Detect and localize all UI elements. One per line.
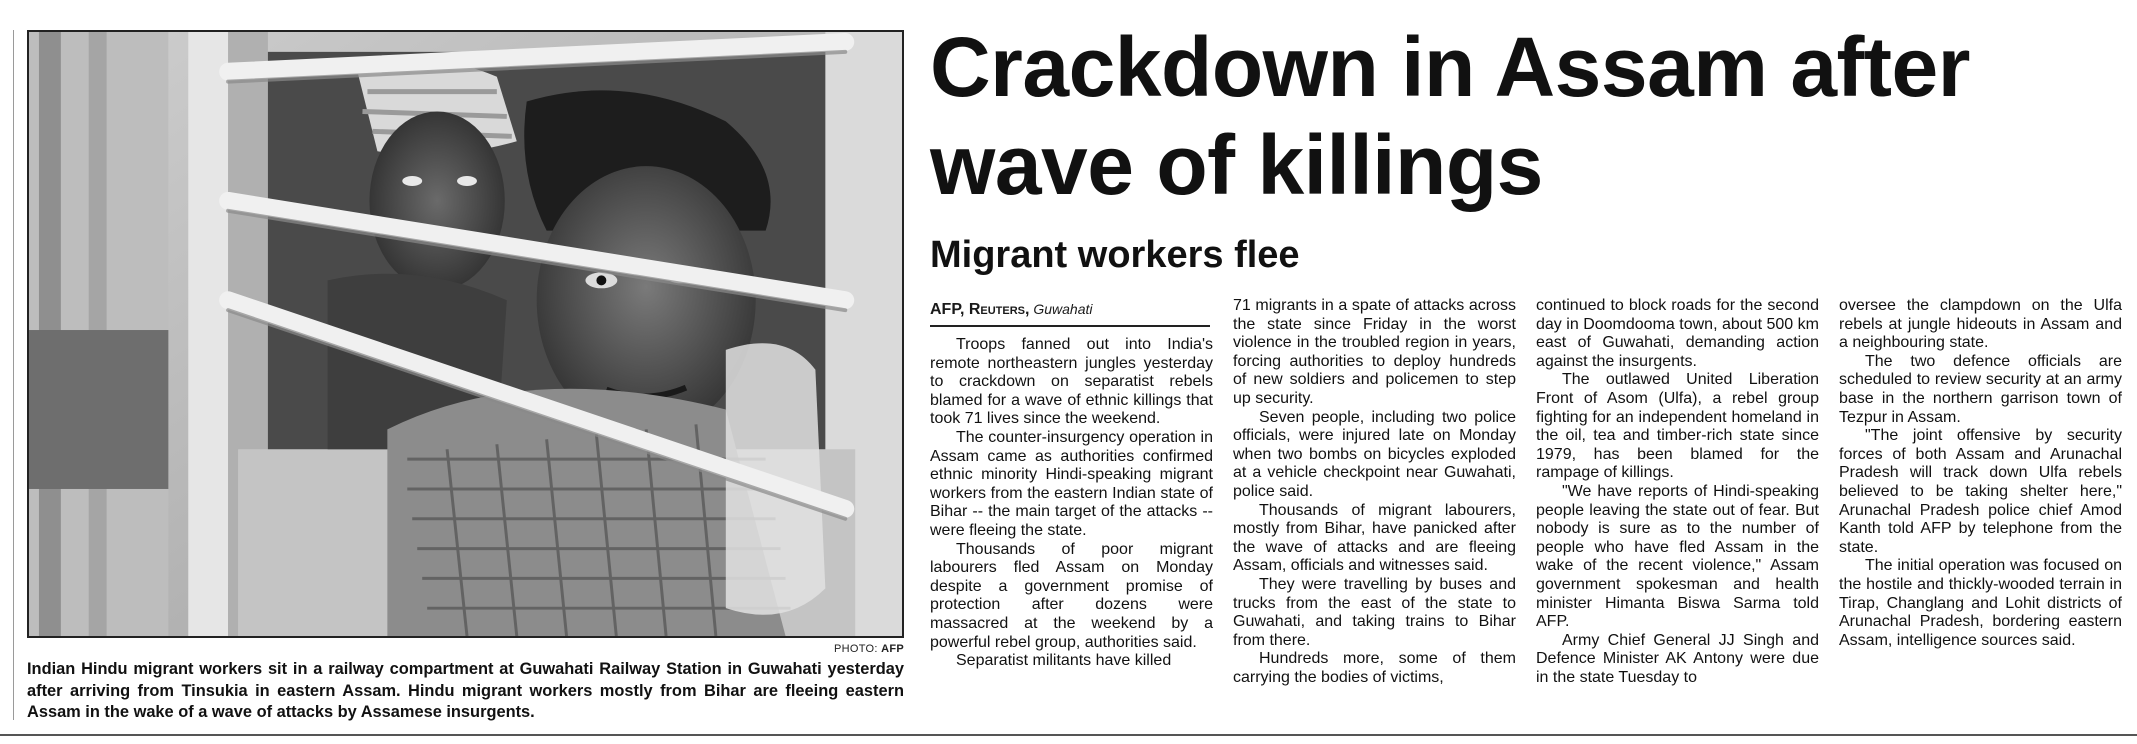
headline: Crackdown in Assam after wave of killings	[930, 20, 1970, 212]
article-column-4	[1839, 297, 2122, 650]
bottom-rule	[0, 734, 2137, 736]
paragraph: Army Chief General JJ Singh and Defence Minister AK Antony were due in the state Tuesday to	[1536, 631, 1819, 686]
subheadline: Migrant workers flee	[930, 234, 1300, 276]
paragraph: The counter-insurgency operation in Assam came as authorities confirmed ethnic minority Hindi-speaking migrant workers from the eastern Indian state of Bihar -- the main target of the attacks -- were fleeing the state.	[930, 428, 1213, 539]
paragraph: Seven people, including two police officials, were injured late on Monday when two bombs on bicycles exploded at a vehicle checkpoint near Guwahati, police said.	[1233, 408, 1516, 500]
article-column-1	[930, 336, 1213, 671]
column-rule	[13, 30, 14, 720]
paragraph: Hundreds more, some of them carrying the bodies of victims,	[1233, 650, 1516, 686]
railway-compartment-photo	[29, 32, 902, 636]
photo-credit-source: AFP	[881, 643, 904, 655]
paragraph: continued to block roads for the second day in Doomdooma town, about 500 km east of Guwahati, demanding action against the insurgents.	[1536, 297, 1819, 370]
paragraph: 71 migrants in a spate of attacks across the state since Friday in the worst violence in the troubled region in years, forcing authorities to deploy hundreds of new soldiers and policemen to step up security.	[1233, 297, 1516, 407]
paragraph: oversee the clampdown on the Ulfa rebels at jungle hideouts in Assam and a neighbouring state.	[1839, 297, 2122, 352]
photo-credit-prefix: PHOTO:	[833, 643, 878, 655]
byline-agency: AFP, Reuters,	[930, 301, 1030, 318]
news-photo	[27, 30, 904, 638]
photo-credit	[834, 643, 904, 655]
paragraph: Thousands of poor migrant labourers fled Assam on Monday despite a government promise of protection after dozens were massacred at the weekend by a powerful rebel group, authorities said.	[930, 540, 1213, 651]
paragraph: Thousands of migrant labourers, mostly from Bihar, have panicked after the wave of attacks and are fleeing Assam, officials and witnesses said.	[1233, 501, 1516, 575]
paragraph: The two defence officials are scheduled to review security at an army base in the northern garrison town of Tezpur in Assam.	[1839, 352, 2122, 426]
paragraph: Separatist militants have killed	[956, 652, 1172, 670]
article-column-2	[1233, 297, 1516, 687]
article-column-3	[1536, 297, 1819, 687]
paragraph: Troops fanned out into India's remote northeastern jungles yesterday to crackdown on separatist rebels blamed for a wave of ethnic killings that took 71 lives since the weekend.	[930, 336, 1213, 428]
byline-place: Guwahati	[1033, 301, 1093, 317]
photo-caption: Indian Hindu migrant workers sit in a railway compartment at Guwahati Railway Station in Guwahati yesterday after arriving from Tinsukia in eastern Assam. Hindu migrant workers mostly from Bihar are fleeing eastern Assam in the wake of a wave of attacks by Assamese insurgents.	[27, 660, 904, 721]
byline	[930, 300, 1210, 327]
paragraph: "We have reports of Hindi-speaking people leaving the state out of fear. But nobody is sure as to the number of people who have fled Assam in the wake of the recent violence," Assam government spokesman and health minister Himanta Biswa Sarma told AFP.	[1536, 482, 1819, 631]
paragraph: The outlawed United Liberation Front of Asom (Ulfa), a rebel group fighting for an independent homeland in the oil, tea and timber-rich state since 1979, has been blamed for the rampage of killings.	[1536, 371, 1819, 482]
paragraph: "The joint offensive by security forces of both Assam and Arunachal Pradesh will track down Ulfa rebels believed to be taking shelter here," Arunachal Pradesh police chief Amod Kanth told AFP by telephone from the state.	[1839, 427, 2122, 556]
paragraph: They were travelling by buses and trucks from the east of the state to Guwahati, and taking trains to Bihar from there.	[1233, 575, 1516, 649]
paragraph: The initial operation was focused on the hostile and thickly-wooded terrain in Tirap, Changlang and Lohit districts of Arunachal Pradesh, bordering eastern Assam, intelligence sources said.	[1839, 557, 2122, 649]
